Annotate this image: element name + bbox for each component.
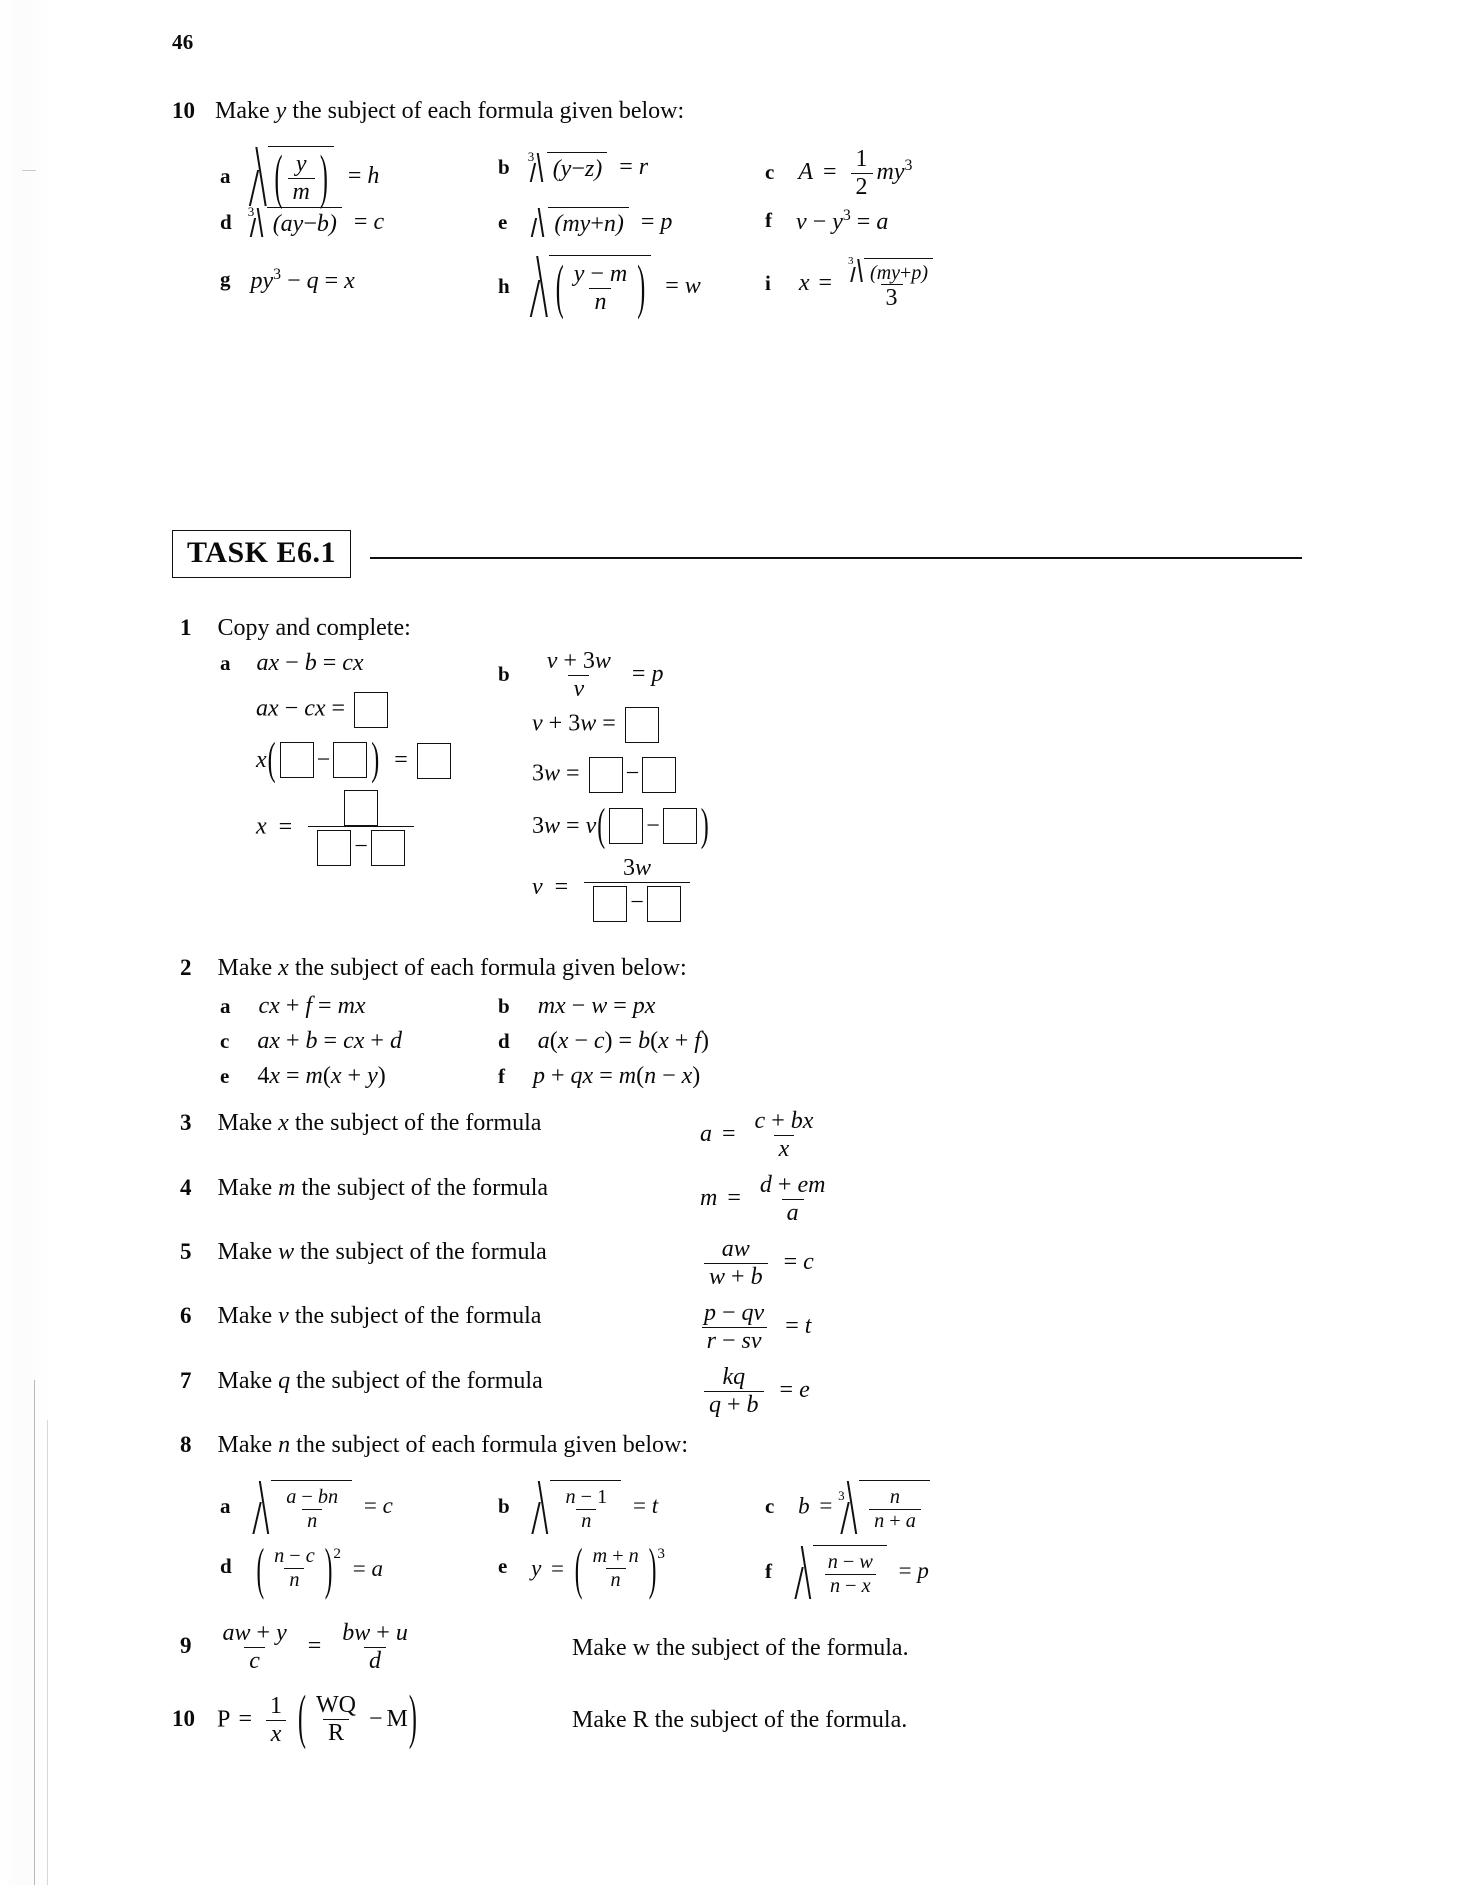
q1-item-a (220, 650, 364, 677)
question-3 (180, 1110, 541, 1137)
q1b-line-5: v = $\frac{3w}{-}$ (532, 855, 694, 922)
question-number: 9 (180, 1632, 192, 1658)
q1a-line-3: x ( − ) = (256, 742, 454, 779)
question-5 (180, 1239, 547, 1266)
q8-item-a (220, 1480, 393, 1536)
question-9-text: Make w the subject of the formula. (572, 1635, 909, 1661)
question-4 (180, 1175, 548, 1202)
answer-box[interactable] (317, 830, 351, 866)
page-binding-shadow (0, 0, 52, 1885)
item-expression: ( $\frac{y}{m}$ ) = h (251, 146, 380, 208)
question-6 (180, 1303, 541, 1330)
item-expression: 3 (ay − b) = c (247, 204, 385, 237)
q8-item-e (498, 1536, 665, 1600)
answer-box[interactable] (354, 692, 388, 728)
question-number: 4 (180, 1175, 192, 1200)
q1a-line-4: x = − (256, 790, 418, 866)
question-8-heading (180, 1432, 688, 1459)
question-5-formula: $\frac{aw}{w + b}$ = c (700, 1236, 814, 1291)
item-letter: d (220, 209, 232, 234)
q10-item-b (498, 149, 649, 184)
q2-item-d (498, 1028, 709, 1055)
question-4-formula: m = $\frac{d + em}{a}$ (700, 1172, 826, 1226)
item-letter: d (220, 1554, 232, 1579)
task-banner (172, 530, 1302, 586)
item-letter: c (765, 1494, 775, 1519)
question-7 (180, 1368, 543, 1395)
answer-box[interactable] (647, 886, 681, 922)
item-letter: e (498, 209, 508, 234)
question-2-heading (180, 955, 687, 982)
q2-item-a (220, 993, 366, 1020)
q10-item-i (765, 257, 942, 312)
answer-box[interactable] (589, 757, 623, 793)
q2-item-f (498, 1063, 700, 1090)
item-expression: cx + f = mx (258, 993, 366, 1019)
question-prompt: Make x the subject of the formula (217, 1110, 542, 1136)
task-horizontal-rule (370, 557, 1302, 559)
q8-item-b (498, 1480, 658, 1536)
answer-box[interactable] (625, 707, 659, 743)
q1b-line-3: 3w = − (532, 757, 679, 793)
item-letter: a (220, 163, 231, 188)
question-1-heading (180, 615, 411, 642)
answer-box[interactable] (417, 743, 451, 779)
q2-item-b (498, 993, 655, 1020)
q10-item-f (765, 207, 888, 236)
item-expression: $\frac{n - w}{n - x}$ = p (796, 1545, 929, 1601)
q10-item-g (220, 266, 355, 295)
task-label-box (172, 530, 351, 578)
item-letter: e (220, 1064, 230, 1088)
question-prompt: Make v the subject of the formula (217, 1303, 542, 1329)
item-letter: a (220, 1494, 231, 1519)
question-prompt: Make q the subject of the formula (217, 1368, 543, 1394)
item-letter: b (498, 154, 510, 179)
question-number: 1 (180, 615, 192, 640)
item-expression: (my + n) = p (531, 207, 672, 239)
q1b-line-4: 3w = v ( − ) (532, 801, 709, 851)
question-10-bottom (172, 1686, 418, 1752)
item-expression: $\frac{a - bn}{n}$ = c (254, 1480, 393, 1536)
answer-box[interactable] (593, 886, 627, 922)
question-prompt: Make y the subject of each formula given below: (215, 98, 685, 124)
item-letter: f (765, 208, 772, 233)
q2-item-c (220, 1028, 402, 1055)
item-expression: mx − w = px (537, 993, 656, 1019)
answer-box[interactable] (344, 790, 378, 826)
binding-line-outer (34, 1380, 35, 1885)
item-expression: $v - y^3 = a$ (796, 207, 889, 235)
q10-item-e (498, 207, 672, 239)
question-prompt: Make x the subject of each formula given below: (217, 955, 687, 981)
item-letter: f (765, 1559, 772, 1584)
item-letter: a (220, 994, 231, 1018)
question-number: 8 (180, 1432, 192, 1457)
item-expression: ( $\frac{y - m}{n}$ ) = w (532, 255, 701, 319)
item-line-1: $\frac{v + 3w}{v}$ = p (546, 648, 664, 702)
q10-item-h (498, 255, 701, 319)
question-number: 2 (180, 955, 192, 980)
q8-item-f (765, 1545, 929, 1601)
question-number: 10 (172, 1705, 195, 1731)
answer-box[interactable] (280, 742, 314, 778)
item-line-1: ax − b = cx (256, 650, 364, 676)
question-3-formula: a = $\frac{c + bx}{x}$ (700, 1108, 814, 1162)
item-expression: ax + b = cx + d (257, 1028, 402, 1054)
item-letter: f (498, 1064, 505, 1088)
item-letter: i (765, 271, 771, 296)
question-number: 5 (180, 1239, 192, 1264)
q10-item-c (765, 146, 912, 201)
q1b-line-2: v + 3w = (532, 707, 662, 743)
q2-item-e (220, 1063, 386, 1090)
item-expression: $\frac{n - 1}{n}$ = t (533, 1480, 658, 1536)
item-expression: 4x = m(x + y) (257, 1063, 386, 1089)
item-letter: h (498, 273, 510, 298)
q10-item-d (220, 204, 385, 239)
question-number: 6 (180, 1303, 192, 1328)
item-expression: p + qx = m(n − x) (533, 1063, 701, 1089)
item-expression: x = 3 (my + p) 3 (799, 257, 942, 312)
answer-box[interactable] (609, 808, 643, 844)
item-expression: A = $\frac{1}{2}$ $my^3$ (798, 146, 913, 200)
item-expression: y = ( $\frac{m + n}{n}$ ) $^3$ (531, 1536, 665, 1600)
item-letter: e (498, 1554, 508, 1579)
question-9-formula: $\frac{aw + y}{c}$ = $\frac{bw + u}{d}$ (222, 1620, 408, 1674)
question-10-bottom-text: Make R the subject of the formula. (572, 1707, 908, 1733)
item-letter: b (498, 994, 510, 1018)
question-prompt: Copy and complete: (217, 615, 411, 641)
q1-item-b (498, 648, 663, 703)
item-expression: 3 (y − z) = r (527, 149, 649, 182)
question-9 (180, 1620, 417, 1675)
q1a-line-2: ax − cx = (256, 692, 391, 728)
answer-box[interactable] (333, 742, 367, 778)
item-letter: c (765, 159, 775, 184)
answer-box[interactable] (642, 757, 676, 793)
task-label: TASK E6.1 (187, 536, 336, 569)
q10-item-a (220, 146, 380, 211)
binding-line-inner (47, 1420, 48, 1885)
item-expression: a(x − c) = b(x + f) (537, 1028, 709, 1054)
item-letter: c (220, 1029, 230, 1053)
q8-item-c (765, 1480, 930, 1536)
item-expression: ( $\frac{n - c}{n}$ ) $^2$ = a (256, 1536, 383, 1600)
item-letter: g (220, 267, 231, 292)
item-letter: d (498, 1029, 510, 1053)
question-10-formula: P = $\frac{1}{x}$ ( $\frac{WQ}{R}$ − M ) (217, 1686, 417, 1752)
question-7-formula: $\frac{kq}{q + b}$ = e (700, 1364, 810, 1419)
answer-box[interactable] (663, 808, 697, 844)
q8-item-d (220, 1536, 383, 1600)
question-number: 7 (180, 1368, 192, 1393)
item-expression: b = 3 $\frac{n}{n + a}$ (798, 1480, 930, 1536)
question-6-formula: $\frac{p - qv}{r - sv}$ = t (695, 1300, 811, 1355)
question-number: 10 (172, 98, 195, 123)
item-letter: b (498, 1494, 510, 1519)
question-prompt: Make w the subject of the formula (217, 1239, 547, 1265)
question-prompt: Make n the subject of each formula given below: (217, 1432, 689, 1458)
question-number: 3 (180, 1110, 192, 1135)
item-letter: b (498, 661, 510, 686)
item-expression: $py^3 - q = x$ (250, 266, 355, 294)
page-number: 46 (172, 30, 194, 54)
question-10-top-heading (172, 98, 684, 125)
item-letter: a (220, 651, 231, 675)
question-prompt: Make m the subject of the formula (217, 1175, 549, 1201)
binding-tick-mark (22, 170, 36, 171)
answer-box[interactable] (371, 830, 405, 866)
